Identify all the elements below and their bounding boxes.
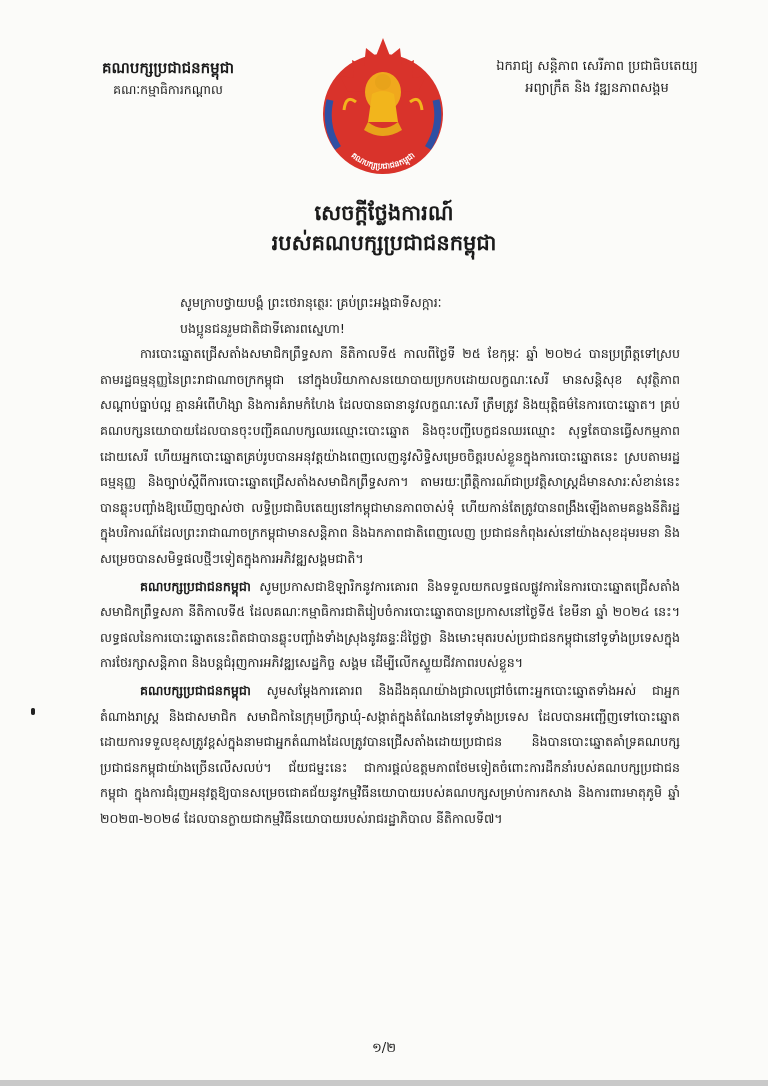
paragraph-lead: គណបក្សប្រជាជនកម្ពុជា <box>140 682 251 698</box>
header-left <box>68 56 268 100</box>
paragraph-1 <box>100 341 680 571</box>
header-right <box>472 56 722 100</box>
statement-title: សេចក្តីថ្លែងការណ៍ <box>314 201 454 225</box>
party-name: គណបក្សប្រជាជនកម្ពុជា <box>102 59 234 77</box>
logo-arc-text: គណបក្សប្រជាជនកម្ពុជា <box>349 150 417 171</box>
national-motto-line2: អព្យាក្រឹត និង វឌ្ឍនភាពសង្គម <box>525 81 669 96</box>
margin-mark <box>31 708 35 715</box>
salutation-line1: សូមក្រាបថ្វាយបង្គំ ព្រះថេរានុត្ថេរៈ គ្រប់ព្រះអង្គជាទីសក្ការៈ <box>180 295 442 310</box>
statement-body <box>100 290 680 831</box>
logo-figure-body <box>368 91 398 122</box>
page-bottom-edge <box>0 1080 768 1086</box>
committee-name: គណៈកម្មាធិការកណ្ដាល <box>113 82 223 97</box>
paragraph-2 <box>100 574 680 676</box>
paragraph-lead: គណបក្សប្រជាជនកម្ពុជា <box>140 578 251 594</box>
national-motto-line1: ឯករាជ្យ សន្តិភាព សេរីភាព ប្រជាធិបតេយ្យ <box>496 59 698 74</box>
salutation-line2: បងប្អូនជនរួមជាតិជាទីគោរពស្នេហា! <box>180 320 345 336</box>
paragraph-3 <box>100 678 680 832</box>
paragraph-text: សូមប្រកាសជាឱឡារិកនូវការគោរព និងទទួលយកលទ្ធផលផ្លូវការនៃការបោះឆ្នោតជ្រើសតាំងសមាជិកព្រឹទ្ធសភា នីតិកាលទី៥ ដែលគណៈកម្មាធិការជាតិរៀបចំការបោះឆ្នោតបានប្រកាសនៅថ្ងៃទី៥ ខែមីនា ឆ្នាំ ២០២៤ នេះ។ លទ្ធផលនៃការបោះឆ្នោតនេះពិតជាបានឆ្លុះបញ្ចាំងទាំងស្រុងនូវឆន្ទៈដ៏ថ្លៃថ្លា និងមោះមុតរបស់ប្រជាជនកម្ពុជានៅទូទាំងប្រទេសក្នុងការថែរក្សាសន្តិភាព និងបន្តជំរុញការអភិវឌ្ឍសេដ្ឋកិច្ច សង្គម ដើម្បីលើកស្ទួយជីវភាពរបស់ខ្លួន។ <box>100 578 680 671</box>
paragraph-text: ការបោះឆ្នោតជ្រើសតាំងសមាជិកព្រឹទ្ធសភា នីតិកាលទី៥ កាលពីថ្ងៃទី ២៥ ខែកុម្ភៈ ឆ្នាំ ២០២៤ បានប្រព្រឹត្តទៅស្របតាមរដ្ឋធម្មនុញ្ញនៃព្រះរាជាណាចក្រកម្ពុជា នៅក្នុងបរិយាកាសនយោបាយប្រកបដោយលក្ខណៈសេរី មានសន្តិសុខ សុវត្ថិភាព សណ្តាប់ធ្នាប់ល្អ គ្មានអំពើហិង្សា និងការគំរាមកំហែង ដែលបានធានានូវលក្ខណៈសេរី ត្រឹមត្រូវ និងយុត្តិធម៌នៃការបោះឆ្នោត។ គ្រប់គណបក្សនយោបាយដែលបានចុះបញ្ជីគណបក្សឈរឈ្មោះបោះឆ្នោត និងចុះបញ្ជីបេក្ខជនឈរឈ្មោះ សុទ្ធតែបានធ្វើសកម្មភាពដោយសេរី ហើយអ្នកបោះឆ្នោតគ្រប់រូបបានអនុវត្តយ៉ាងពេញលេញនូវសិទ្ធិសម្រេចចិត្តរបស់ខ្លួនក្នុងការបោះឆ្នោតនេះ ស្របតាមរដ្ឋធម្មនុញ្ញ និងច្បាប់ស្តីពីការបោះឆ្នោតជ្រើសតាំងសមាជិកព្រឹទ្ធសភា។ តាមរយៈព្រឹត្តិការណ៍ជាប្រវត្តិសាស្ត្រដ៏មានសារៈសំខាន់នេះ បានឆ្លុះបញ្ចាំងឱ្យឃើញច្បាស់ថា លទ្ធិប្រជាធិបតេយ្យនៅកម្ពុជាមានភាពចាស់ទុំ ហើយកាន់តែត្រូវបានពង្រឹងឡើងតាមគន្លងនីតិរដ្ឋ ក្នុងបរិការណ៍ដែលព្រះរាជាណាចក្រកម្ពុជាមានសន្តិភាព និងឯកភាពជាតិពេញលេញ ប្រជាជនកំពុងរស់នៅយ៉ាងសុខដុមរមនា និងសម្រេចបានសមិទ្ធផលថ្មីៗទៀតក្នុងការអភិវឌ្ឍសង្គមជាតិ។ <box>100 346 680 566</box>
logo-figure-head <box>375 74 391 90</box>
statement-subtitle: របស់គណបក្សប្រជាជនកម្ពុជា <box>271 231 497 255</box>
page-number: ១/២ <box>371 1041 397 1056</box>
party-logo <box>316 30 450 180</box>
paragraph-text: សូមសម្តែងការគោរព និងដឹងគុណយ៉ាងជ្រាលជ្រៅចំពោះអ្នកបោះឆ្នោតទាំងអស់ ជាអ្នកតំណាងរាស្ត្រ និងជាសមាជិក សមាជិកានៃក្រុមប្រឹក្សាឃុំ-សង្កាត់ក្នុងតំណែងនៅទូទាំងប្រទេស ដែលបានអញ្ជើញទៅបោះឆ្នោតដោយការទទួលខុសត្រូវខ្ពស់ក្នុងនាមជាអ្នកតំណាងដែលត្រូវបានជ្រើសតាំងដោយប្រជាជន និងបានបោះឆ្នោតគាំទ្រគណបក្សប្រជាជនកម្ពុជាយ៉ាងច្រើនលើសលប់។ ជ័យជម្នះនេះ ជាការផ្តល់ឧត្តមភាពថែមទៀតចំពោះការដឹកនាំរបស់គណបក្សប្រជាជនកម្ពុជា ក្នុងការជំរុញអនុវត្តឱ្យបានសម្រេចជោគជ័យនូវកម្មវិធីនយោបាយរបស់គណបក្សសម្រាប់ការកសាង និងការពារមាតុភូមិ ឆ្នាំ ២០២៣-២០២៨ ដែលបានក្លាយជាកម្មវិធីនយោបាយរបស់រាជរដ្ឋាភិបាល នីតិកាលទី៧។ <box>100 682 680 826</box>
